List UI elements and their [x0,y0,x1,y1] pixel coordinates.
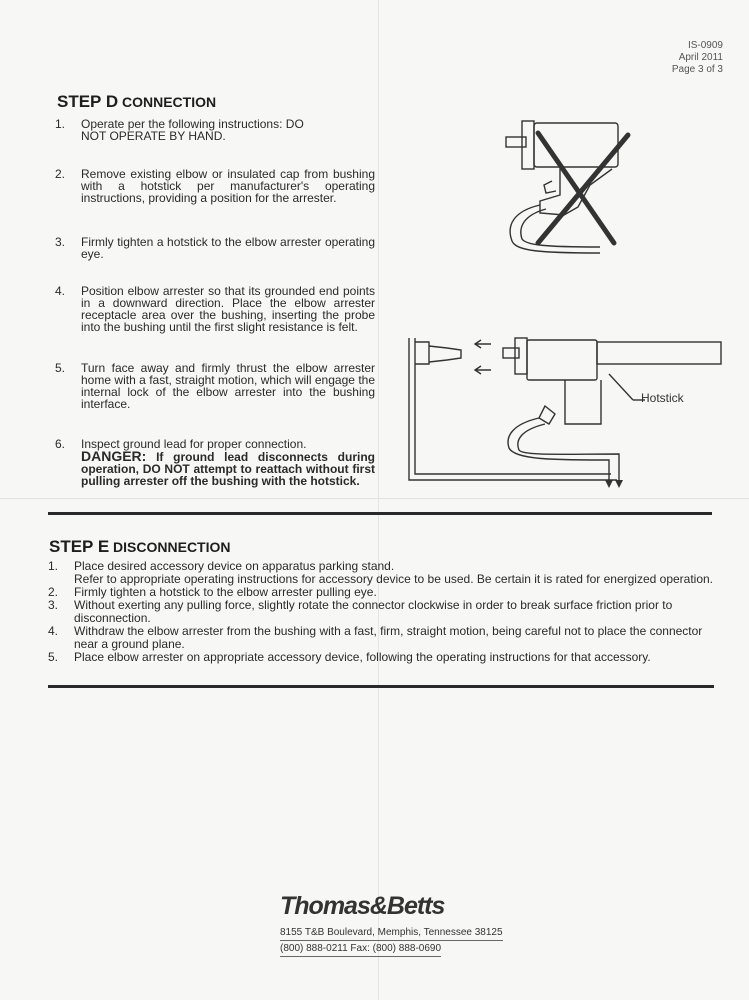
item-number: 3. [55,235,66,249]
item-text: Refer to appropriate operating instructions for accessory device to be used. Be certain it is rated for energized operation. [74,572,714,586]
list-item [48,651,718,664]
list-item [48,625,718,651]
item-number: 2. [55,167,66,181]
ground-arrow-1 [605,480,613,488]
step-e-title [49,537,231,557]
item-number: 5. [48,650,59,664]
step-e-name: DISCONNECTION [109,539,231,555]
item-text: Place elbow arrester on appropriate accessory device, following the operating instructions for that accessory. [74,650,651,664]
item-number: 5. [55,361,66,375]
hotstick-label: Hotstick [641,391,684,405]
arrester-housing-shape [565,380,601,424]
company-address-block [280,925,503,957]
item-text: Firmly tighten a hotstick to the elbow arrester pulling eye. [74,585,377,599]
item-number: 2. [48,585,59,599]
bushing-shape [429,346,461,362]
elbow-flange-shape [515,338,527,374]
danger-label: DANGER: [81,448,147,464]
ground-arrow-2 [615,480,623,488]
hotstick-leader-line [609,374,633,400]
item-number: 3. [48,598,59,612]
paper-fold-horizontal [0,498,749,499]
step-d-name: CONNECTION [118,94,217,110]
doc-date: April 2011 [678,52,723,63]
item-number: 1. [55,117,66,131]
item-number: 4. [55,284,66,298]
arrester-body-shape [527,340,597,380]
probe-shape [503,348,519,358]
danger-text: If ground lead disconnects during operation, DO NOT attempt to reattach without first pulling arrester off the bushing with the hotstick. [81,450,375,488]
elbow-flange-shape [522,121,534,169]
item-text: Position elbow arrester so that its grounded end points in a downward direction. Place the elbow arrester receptacle area over the bushing, inserting the probe into the bushing until the first slight resistance is felt. [81,284,375,334]
item-text: Firmly tighten a hotstick to the elbow arrester operating eye. [81,235,375,261]
elbow-arrester-connection-figure [405,332,735,497]
danger-warning [81,450,375,487]
company-phone: (800) 888-0211 Fax: (800) 888-0690 [280,941,441,957]
item-text: Remove existing elbow or insulated cap from bushing with a hotstick per manufacturer's operating instructions, providing a position for the arrester. [81,167,375,205]
item-text: Operate per the following instructions: DO NOT OPERATE BY HAND. [81,117,304,143]
stand-frame-outer [409,338,617,480]
item-text: Place desired accessory device on apparatus parking stand. [74,559,395,573]
item-text: Inspect ground lead for proper connection. [81,437,307,451]
company-address: 8155 T&B Boulevard, Memphis, Tennessee 38125 [280,925,503,941]
company-logo: Thomas&Betts [280,892,445,920]
arrow-upper [475,340,491,348]
step-e-list [48,560,718,664]
item-text: Without exerting any pulling force, slightly rotate the connector clockwise in order to break surface friction prior to disconnection. [74,598,673,625]
connector-shape [539,406,555,424]
arrow-lower [475,366,491,374]
item-number: 4. [48,624,59,638]
item-text-block [81,438,375,487]
doc-id: IS-0909 [687,40,723,51]
step-e-label: STEP E [49,537,110,556]
section-divider [48,512,712,515]
bushing-probe-shape [506,137,526,147]
item-text: Withdraw the elbow arrester from the bushing with a fast, firm, straight motion, being careful not to place the connector near a ground plane. [74,624,703,651]
hotstick-shape [597,342,721,364]
step-d-label: STEP D [57,92,119,111]
bushing-base-shape [415,342,429,364]
finger-shape [544,181,556,193]
paper-fold-vertical [378,0,379,1000]
step-d-title [57,92,216,112]
item-number: 1. [48,559,59,573]
do-not-operate-by-hand-figure [500,115,640,265]
document-meta [672,40,723,76]
item-number: 6. [55,437,66,451]
ground-lead-inner-shape [518,424,619,482]
page-number: Page 3 of 3 [671,64,723,75]
list-item [48,599,718,625]
ground-lead-shape [508,418,609,482]
section-divider-bottom [48,685,714,688]
item-text: Turn face away and firmly thrust the elbow arrester home with a fast, straight motion, which will engage the internal lock of the elbow arrester into the bushing interface. [81,361,375,411]
